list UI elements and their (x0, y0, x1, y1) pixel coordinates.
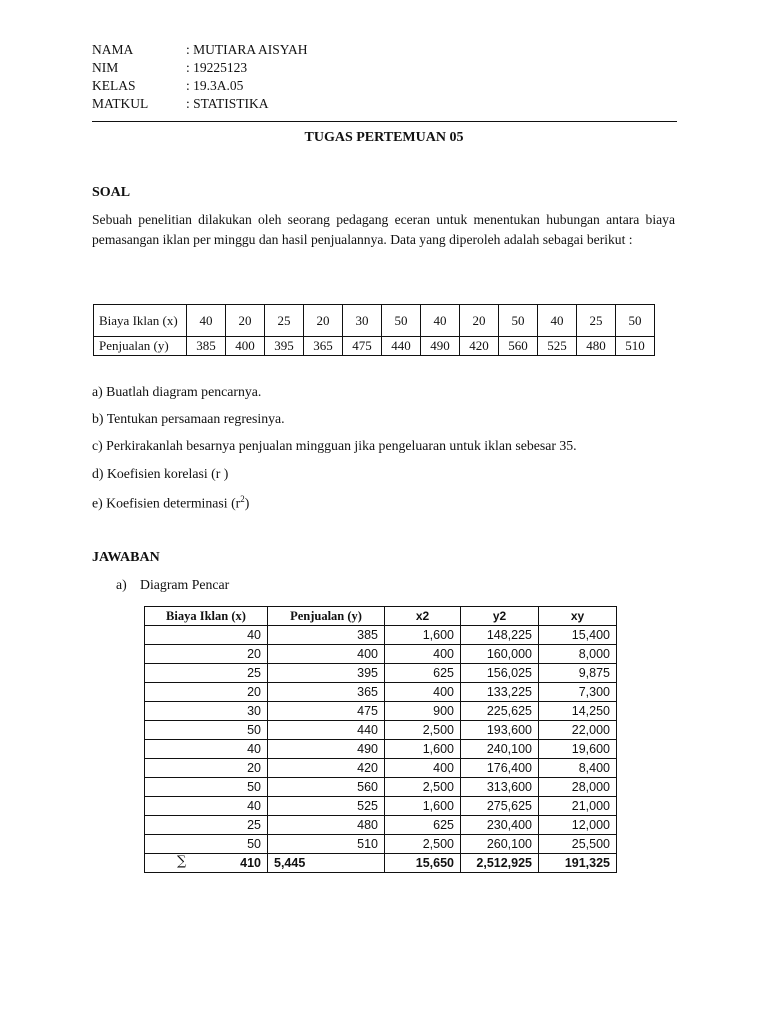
table-cell: 1,600 (385, 740, 461, 759)
table-cell: 25 (577, 305, 616, 337)
table-cell: 20 (226, 305, 265, 337)
table-cell: 14,250 (539, 702, 617, 721)
table-row (145, 740, 617, 759)
table-cell: 440 (268, 721, 385, 740)
table-cell: 490 (268, 740, 385, 759)
answer-a-title: Diagram Pencar (140, 577, 230, 592)
question-e-suffix: ) (244, 495, 250, 511)
table-cell: 9,875 (539, 664, 617, 683)
table-cell: 400 (385, 759, 461, 778)
table-cell: 480 (577, 337, 616, 356)
table-row (145, 626, 617, 645)
calculation-table-body (145, 626, 617, 854)
table-cell: 400 (268, 645, 385, 664)
table-row (145, 816, 617, 835)
table-cell: 395 (265, 337, 304, 356)
table-cell: 8,000 (539, 645, 617, 664)
table-cell: 30 (145, 702, 268, 721)
table-cell: 25 (145, 664, 268, 683)
header-label: NIM (92, 60, 119, 75)
table-row (145, 721, 617, 740)
header-value: : 19.3A.05 (186, 78, 244, 93)
table-cell: 385 (187, 337, 226, 356)
table-cell: 400 (226, 337, 265, 356)
table-cell: 385 (268, 626, 385, 645)
table-cell: 525 (268, 797, 385, 816)
table-cell: 365 (268, 683, 385, 702)
table-row (145, 778, 617, 797)
table-row-penjualan (94, 337, 655, 356)
table-row (145, 797, 617, 816)
total-y: 5,445 (268, 854, 385, 873)
table-cell: 148,225 (461, 626, 539, 645)
header-label: NAMA (92, 42, 134, 57)
table-row (145, 835, 617, 854)
table-cell: 510 (268, 835, 385, 854)
table-total-row (145, 854, 617, 873)
total-x-cell (145, 854, 268, 873)
table-cell: 395 (268, 664, 385, 683)
table-cell: 560 (499, 337, 538, 356)
column-header: y2 (461, 607, 539, 626)
table-cell: 420 (268, 759, 385, 778)
table-cell: 20 (460, 305, 499, 337)
table-row-biaya-iklan (94, 305, 655, 337)
column-header: Penjualan (y) (268, 607, 385, 626)
header-value: : 19225123 (186, 60, 248, 75)
table-cell: 20 (145, 683, 268, 702)
table-cell: 900 (385, 702, 461, 721)
header-label: MATKUL (92, 96, 149, 111)
sigma-icon: ∑ (177, 854, 187, 869)
question-e-text: e) Koefisien determinasi (r (92, 495, 241, 511)
question-d: d) Koefisien korelasi (r ) (92, 466, 229, 481)
table-cell: 28,000 (539, 778, 617, 797)
table-cell: 510 (616, 337, 655, 356)
table-cell: 193,600 (461, 721, 539, 740)
column-header: x2 (385, 607, 461, 626)
table-cell: 50 (499, 305, 538, 337)
table-row (145, 683, 617, 702)
table-cell: 25 (145, 816, 268, 835)
total-x: 410 (240, 856, 261, 870)
table-cell: 525 (538, 337, 577, 356)
table-cell: 1,600 (385, 626, 461, 645)
header-label: KELAS (92, 78, 136, 93)
table-cell: 1,600 (385, 797, 461, 816)
header-divider (92, 121, 677, 122)
table-cell: 40 (145, 740, 268, 759)
table-cell: 490 (421, 337, 460, 356)
total-y2: 2,512,925 (461, 854, 539, 873)
table-cell: 440 (382, 337, 421, 356)
table-row (145, 645, 617, 664)
table-cell: 22,000 (539, 721, 617, 740)
table-header-row (145, 607, 617, 626)
identity-header (92, 41, 308, 113)
calculation-table (144, 606, 617, 873)
question-c: c) Perkirakanlah besarnya penjualan mingguan jika pengeluaran untuk iklan sebesar 35. (92, 438, 577, 453)
table-cell: 50 (145, 721, 268, 740)
table-cell: 19,600 (539, 740, 617, 759)
table-cell: 133,225 (461, 683, 539, 702)
table-cell: 260,100 (461, 835, 539, 854)
table-cell: 15,400 (539, 626, 617, 645)
question-e (92, 494, 249, 512)
page-title: TUGAS PERTEMUAN 05 (304, 130, 464, 145)
table-cell: 480 (268, 816, 385, 835)
table-cell: 156,025 (461, 664, 539, 683)
table-cell: 20 (145, 645, 268, 664)
table-cell: 625 (385, 816, 461, 835)
table-cell: 560 (268, 778, 385, 797)
table-cell: 25,500 (539, 835, 617, 854)
row-label: Biaya Iklan (x) (94, 305, 187, 337)
total-x2: 15,650 (385, 854, 461, 873)
table-cell: 400 (385, 645, 461, 664)
table-cell: 20 (145, 759, 268, 778)
table-cell: 40 (538, 305, 577, 337)
column-header: xy (539, 607, 617, 626)
table-cell: 225,625 (461, 702, 539, 721)
table-cell: 50 (382, 305, 421, 337)
jawaban-heading: JAWABAN (92, 550, 160, 565)
table-cell: 230,400 (461, 816, 539, 835)
table-cell: 50 (145, 835, 268, 854)
header-value: : STATISTIKA (186, 96, 269, 111)
table-cell: 7,300 (539, 683, 617, 702)
question-b: b) Tentukan persamaan regresinya. (92, 411, 285, 426)
table-cell: 2,500 (385, 835, 461, 854)
header-row-kelas (92, 77, 308, 95)
table-cell: 40 (187, 305, 226, 337)
row-label: Penjualan (y) (94, 337, 187, 356)
table-cell: 176,400 (461, 759, 539, 778)
list-marker: a) (116, 577, 127, 592)
table-cell: 2,500 (385, 721, 461, 740)
total-xy: 191,325 (539, 854, 617, 873)
table-cell: 475 (343, 337, 382, 356)
table-cell: 160,000 (461, 645, 539, 664)
table-cell: 625 (385, 664, 461, 683)
table-row (145, 759, 617, 778)
table-cell: 50 (616, 305, 655, 337)
table-cell: 420 (460, 337, 499, 356)
soal-heading: SOAL (92, 185, 131, 200)
table-cell: 40 (145, 626, 268, 645)
table-cell: 2,500 (385, 778, 461, 797)
superscript: 2 (240, 494, 245, 504)
table-cell: 8,400 (539, 759, 617, 778)
soal-paragraph: Sebuah penelitian dilakukan oleh seorang pedagang eceran untuk menentukan hubungan antara biaya pemasangan iklan per minggu dan hasil penjualannya. Data yang diperoleh adalah sebagai berikut : (92, 212, 675, 247)
header-row-nama (92, 41, 308, 59)
table-row (145, 702, 617, 721)
table-cell: 275,625 (461, 797, 539, 816)
question-a: a) Buatlah diagram pencarnya. (92, 384, 262, 399)
table-cell: 20 (304, 305, 343, 337)
table-cell: 50 (145, 778, 268, 797)
soal-data-table (93, 304, 655, 356)
table-cell: 30 (343, 305, 382, 337)
column-header: Biaya Iklan (x) (145, 607, 268, 626)
table-cell: 40 (145, 797, 268, 816)
table-cell: 365 (304, 337, 343, 356)
table-cell: 12,000 (539, 816, 617, 835)
table-cell: 25 (265, 305, 304, 337)
table-row (145, 664, 617, 683)
table-cell: 40 (421, 305, 460, 337)
table-cell: 475 (268, 702, 385, 721)
table-cell: 21,000 (539, 797, 617, 816)
header-value: : MUTIARA AISYAH (186, 42, 308, 57)
header-row-matkul (92, 95, 308, 113)
table-cell: 313,600 (461, 778, 539, 797)
header-row-nim (92, 59, 308, 77)
table-cell: 400 (385, 683, 461, 702)
answer-a-label (116, 577, 229, 593)
table-cell: 240,100 (461, 740, 539, 759)
